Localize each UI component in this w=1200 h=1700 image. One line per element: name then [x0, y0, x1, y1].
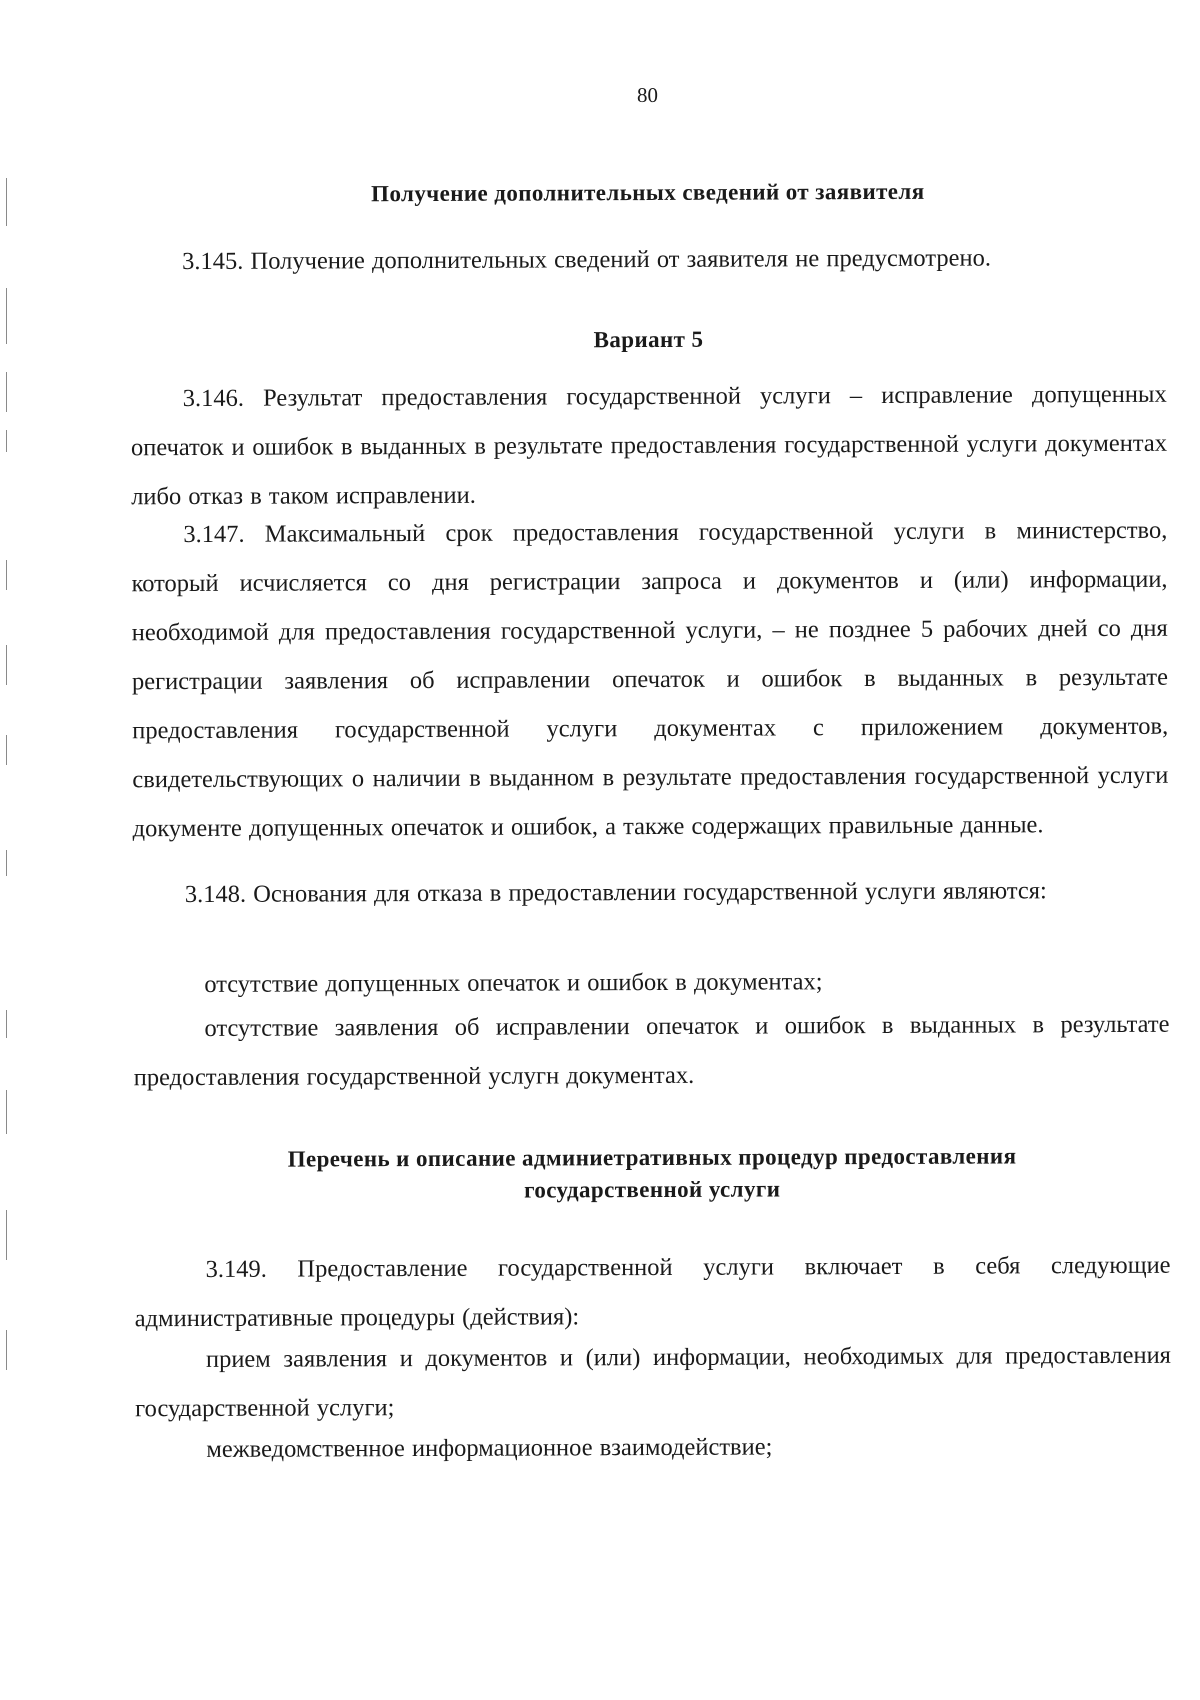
paragraph-3-148-item-2: отсутствие заявления об исправлении опечаток и ошибок в выданных в результате предоставления государственной услугн документах. [133, 1010, 1170, 1092]
paragraph-3-148-item-1: отсутствие допущенных опечаток и ошибок в документах; [204, 968, 823, 998]
paragraph-3-146: 3.146. Результат предоставления государственной услуги – исправление допущенных опечаток и ошибок в выданных в результате предоставления государственной услуги документах либо отказ в таком исправлении. [130, 380, 1167, 511]
paragraph-3-149-item-1: прием заявления и документов и (или) информации, необходимых для предоставления государственной услуги; [135, 1341, 1171, 1423]
section-heading-additional-info: Получение дополнительных сведений от заявителя [371, 178, 925, 207]
paragraph-3-147: 3.147. Максимальный срок предоставления государственной услуги в министерство, который исчисляется со дня регистрации запроса и документов и (или) информации, необходимой для предоставления государственной услуги, – не позднее 5 рабочих дней со дня регистрации заявления об исправлении опечаток и ошибок в выданных в результате предоставления государственной услуги документах с приложением документов, свидетельствующих о наличии в выданном в результате предоставления государственной услуги документе допущенных опечаток и ошибок, а также содержащих правильные данные. [131, 516, 1169, 843]
section-heading-procedures-line-1: Перечень и описание админиетративных процедур предоставления [287, 1143, 1017, 1172]
document-page [129, 0, 1172, 1700]
paragraph-3-145: 3.145. Получение дополнительных сведений от заявителя не предусмотрено. [182, 244, 991, 276]
page-number: 80 [636, 82, 658, 108]
scan-edge-marks [0, 0, 14, 1698]
paragraph-3-148: 3.148. Основания для отказа в предоставлении государственной услуги являются: [184, 877, 1047, 909]
paragraph-3-149: 3.149. Предоставление государственной услуги включает в себя следующие административные процедуры (действия): [134, 1251, 1171, 1333]
section-heading-variant-5: Вариант 5 [593, 326, 704, 353]
section-heading-procedures-line-2: государственной услуги [523, 1176, 781, 1203]
paragraph-3-149-item-2: межведомственное информационное взаимодействие; [206, 1433, 773, 1463]
